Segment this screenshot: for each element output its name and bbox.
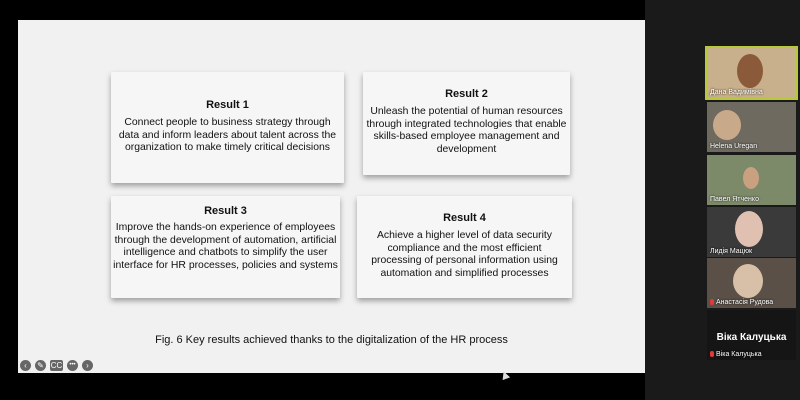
participant-name: Дана Вадимівна [710, 89, 763, 96]
result-card-1 [111, 72, 344, 183]
more-icon[interactable]: ••• [67, 360, 78, 371]
result-text: Improve the hands-on experience of employees through the development of automation, artificial intelligence and chatbots to simplify the user interface for HR processes, policies and systems [113, 222, 338, 271]
participant-name-text: Віка Калуцька [716, 351, 762, 358]
muted-mic-icon [710, 351, 714, 357]
result-text: Unleash the potential of human resources through integrated technologies that enable skills-based employee management and development [366, 106, 567, 155]
participant-name: Лидія Мацюк [710, 248, 753, 255]
participant-display-name: Віка Калуцька [716, 332, 787, 343]
result-card-3 [111, 196, 340, 298]
figure-caption: Fig. 6 Key results achieved thanks to the digitalization of the HR process [155, 334, 508, 346]
result-title: Result 3 [204, 205, 247, 217]
participant-video [743, 167, 759, 189]
result-card-2 [363, 72, 570, 175]
result-text: Achieve a higher level of data security compliance and the most efficient processing of personal information using automation and simplified processes [371, 230, 558, 279]
participant-tile[interactable] [707, 258, 796, 308]
back-icon[interactable]: ‹ [20, 360, 31, 371]
participant-tile[interactable] [707, 207, 796, 257]
bottom-bar [0, 373, 645, 400]
result-title: Result 1 [206, 99, 249, 111]
pen-icon[interactable]: ✎ [35, 360, 46, 371]
participant-tile[interactable] [707, 102, 796, 152]
captions-icon[interactable]: CC [50, 361, 63, 370]
participant-tile[interactable] [707, 48, 796, 98]
result-card-4 [357, 196, 572, 298]
participant-tile[interactable] [707, 155, 796, 205]
presentation-toolbar [20, 360, 93, 371]
result-text: Connect people to business strategy through data and inform leaders about talent across the organization to make timely critical decisions [118, 117, 337, 153]
participant-video [713, 110, 741, 140]
participant-video [733, 264, 763, 298]
muted-mic-icon [710, 299, 714, 305]
participant-name [710, 299, 773, 306]
forward-icon[interactable]: › [82, 360, 93, 371]
participant-tile[interactable] [707, 310, 796, 360]
participant-video [737, 54, 763, 88]
participant-name [710, 351, 762, 358]
result-title: Result 4 [443, 212, 486, 224]
participant-video [735, 211, 763, 247]
participant-name: Павел Ятченко [710, 196, 759, 203]
participant-name: Helena Uregan [710, 143, 758, 150]
participant-name-text: Анастасія Рудова [716, 299, 774, 306]
shared-screen [18, 20, 645, 373]
result-title: Result 2 [445, 88, 488, 100]
